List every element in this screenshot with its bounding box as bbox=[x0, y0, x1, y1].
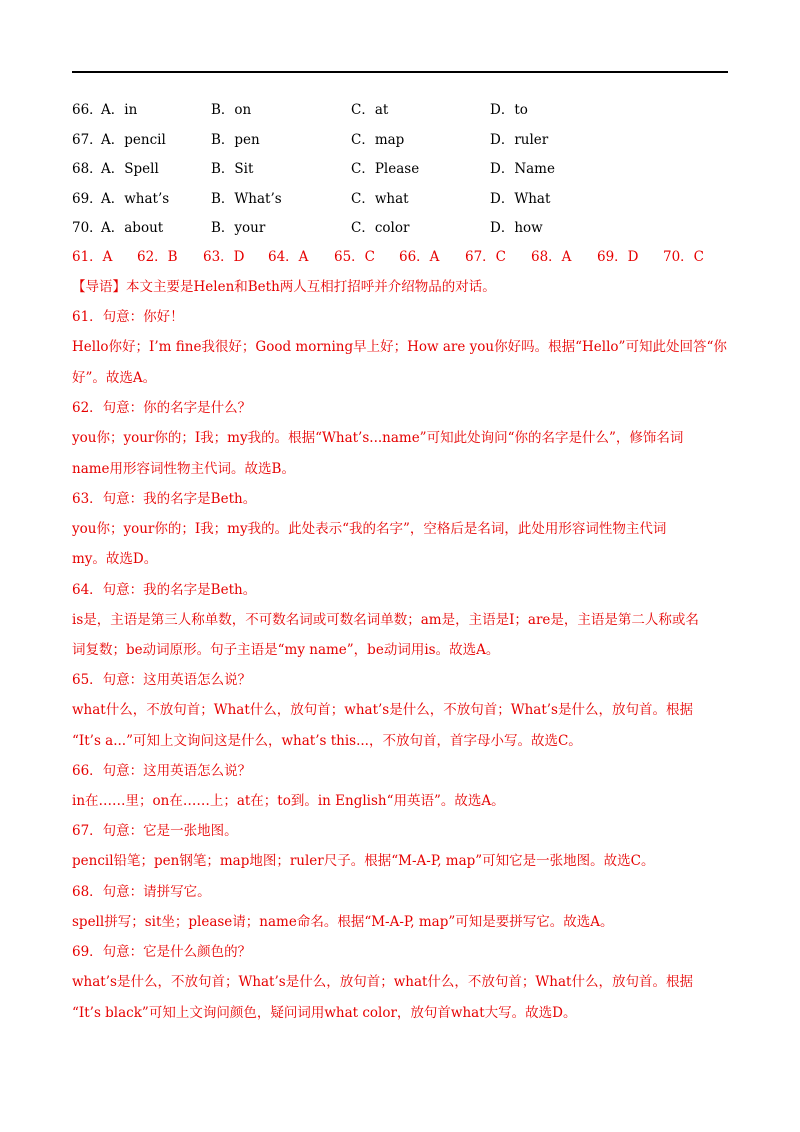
answer-key bbox=[72, 245, 732, 265]
option-d: D．Name bbox=[490, 161, 555, 177]
explanation-heading: 69．句意：它是什么颜色的？ bbox=[72, 944, 252, 960]
explanation-heading: 63．句意：我的名字是Beth。 bbox=[72, 491, 257, 507]
question-number: 70． bbox=[72, 220, 103, 236]
explanation-text: you你；your你的；I我；my我的。此处表示“我的名字”，空格后是名词，此处用形容词性物主代词 bbox=[72, 521, 667, 537]
option-b: B．pen bbox=[211, 132, 260, 148]
option-a: A．in bbox=[101, 102, 138, 118]
explanation-text: Hello你好；I’m fine我很好；Good morning早上好；How are you你好吗。根据“Hello”可知此处回答“你 bbox=[72, 339, 727, 355]
answer-item: 64．A bbox=[268, 249, 309, 265]
explanation-heading: 61．句意：你好！ bbox=[72, 309, 184, 325]
option-a: A．pencil bbox=[101, 132, 166, 148]
explanation-heading: 68．句意：请拼写它。 bbox=[72, 884, 211, 900]
explanation-text: in在……里；on在……上；at在；to到。in English“用英语”。故选A。 bbox=[72, 793, 505, 809]
explanation-text: spell拼写；sit坐；please请；name命名。根据“M-A-P, map”可知是要拼写它。故选A。 bbox=[72, 914, 614, 930]
answer-item: 61．A bbox=[72, 249, 113, 265]
answer-item: 63．D bbox=[203, 249, 245, 265]
answer-item: 66．A bbox=[399, 249, 440, 265]
explanation-text: pencil铅笔；pen钢笔；map地图；ruler尺子。根据“M-A-P, map”可知它是一张地图。故选C。 bbox=[72, 853, 655, 869]
answer-item: 67．C bbox=[465, 249, 507, 265]
explanation-heading: 64．句意：我的名字是Beth。 bbox=[72, 582, 257, 598]
option-a: A．what’s bbox=[101, 191, 170, 207]
answer-item: 69．D bbox=[597, 249, 639, 265]
header-rule bbox=[72, 71, 728, 73]
explanation-heading: 62．句意：你的名字是什么？ bbox=[72, 400, 252, 416]
option-b: B．your bbox=[211, 220, 266, 236]
option-c: C．what bbox=[351, 191, 409, 207]
answer-item: 65．C bbox=[334, 249, 376, 265]
question-number: 68． bbox=[72, 161, 103, 177]
option-b: B．Sit bbox=[211, 161, 254, 177]
question-number: 69． bbox=[72, 191, 103, 207]
option-c: C．Please bbox=[351, 161, 420, 177]
explanation-text: is是，主语是第三人称单数，不可数名词或可数名词单数；am是，主语是I；are是，主语是第二人称或名 bbox=[72, 612, 699, 628]
option-d: D．how bbox=[490, 220, 543, 236]
option-c: C．map bbox=[351, 132, 405, 148]
explanation-text: 好”。故选A。 bbox=[72, 370, 157, 386]
explanation-heading: 65．句意：这用英语怎么说？ bbox=[72, 672, 252, 688]
answer-item: 68．A bbox=[531, 249, 572, 265]
explanation-heading: 66．句意：这用英语怎么说？ bbox=[72, 763, 252, 779]
explanation-text: what’s是什么，不放句首；What’s是什么，放句首；what什么，不放句首；What什么，放句首。根据 bbox=[72, 974, 693, 990]
option-a: A．about bbox=[101, 220, 164, 236]
answer-item: 62．B bbox=[137, 249, 178, 265]
option-b: B．on bbox=[211, 102, 252, 118]
question-number: 67． bbox=[72, 132, 103, 148]
explanation-text: 词复数；be动词原形。句子主语是“my name”，be动词用is。故选A。 bbox=[72, 642, 500, 658]
intro-line: 【导语】本文主要是Helen和Beth两人互相打招呼并介绍物品的对话。 bbox=[72, 279, 496, 295]
explanation-text: what什么，不放句首；What什么，放句首；what’s是什么，不放句首；What’s是什么，放句首。根据 bbox=[72, 702, 693, 718]
explanation-heading: 67．句意：它是一张地图。 bbox=[72, 823, 238, 839]
answer-item: 70．C bbox=[663, 249, 705, 265]
option-a: A．Spell bbox=[101, 161, 159, 177]
option-b: B．What’s bbox=[211, 191, 282, 207]
explanation-text: my。故选D。 bbox=[72, 551, 158, 567]
question-number: 66． bbox=[72, 102, 103, 118]
explanation-text: you你；your你的；I我；my我的。根据“What’s...name”可知此处询问“你的名字是什么”，修饰名词 bbox=[72, 430, 684, 446]
option-d: D．ruler bbox=[490, 132, 549, 148]
explanation-text: “It’s a...”可知上文询问这是什么，what’s this...，不放句首，首字母小写。故选C。 bbox=[72, 733, 582, 749]
explanation-text: name用形容词性物主代词。故选B。 bbox=[72, 461, 295, 477]
option-c: C．color bbox=[351, 220, 410, 236]
explanation-text: “It’s black”可知上文询问颜色，疑问词用what color，放句首what大写。故选D。 bbox=[72, 1005, 577, 1021]
option-c: C．at bbox=[351, 102, 389, 118]
option-d: D．to bbox=[490, 102, 528, 118]
option-d: D．What bbox=[490, 191, 551, 207]
